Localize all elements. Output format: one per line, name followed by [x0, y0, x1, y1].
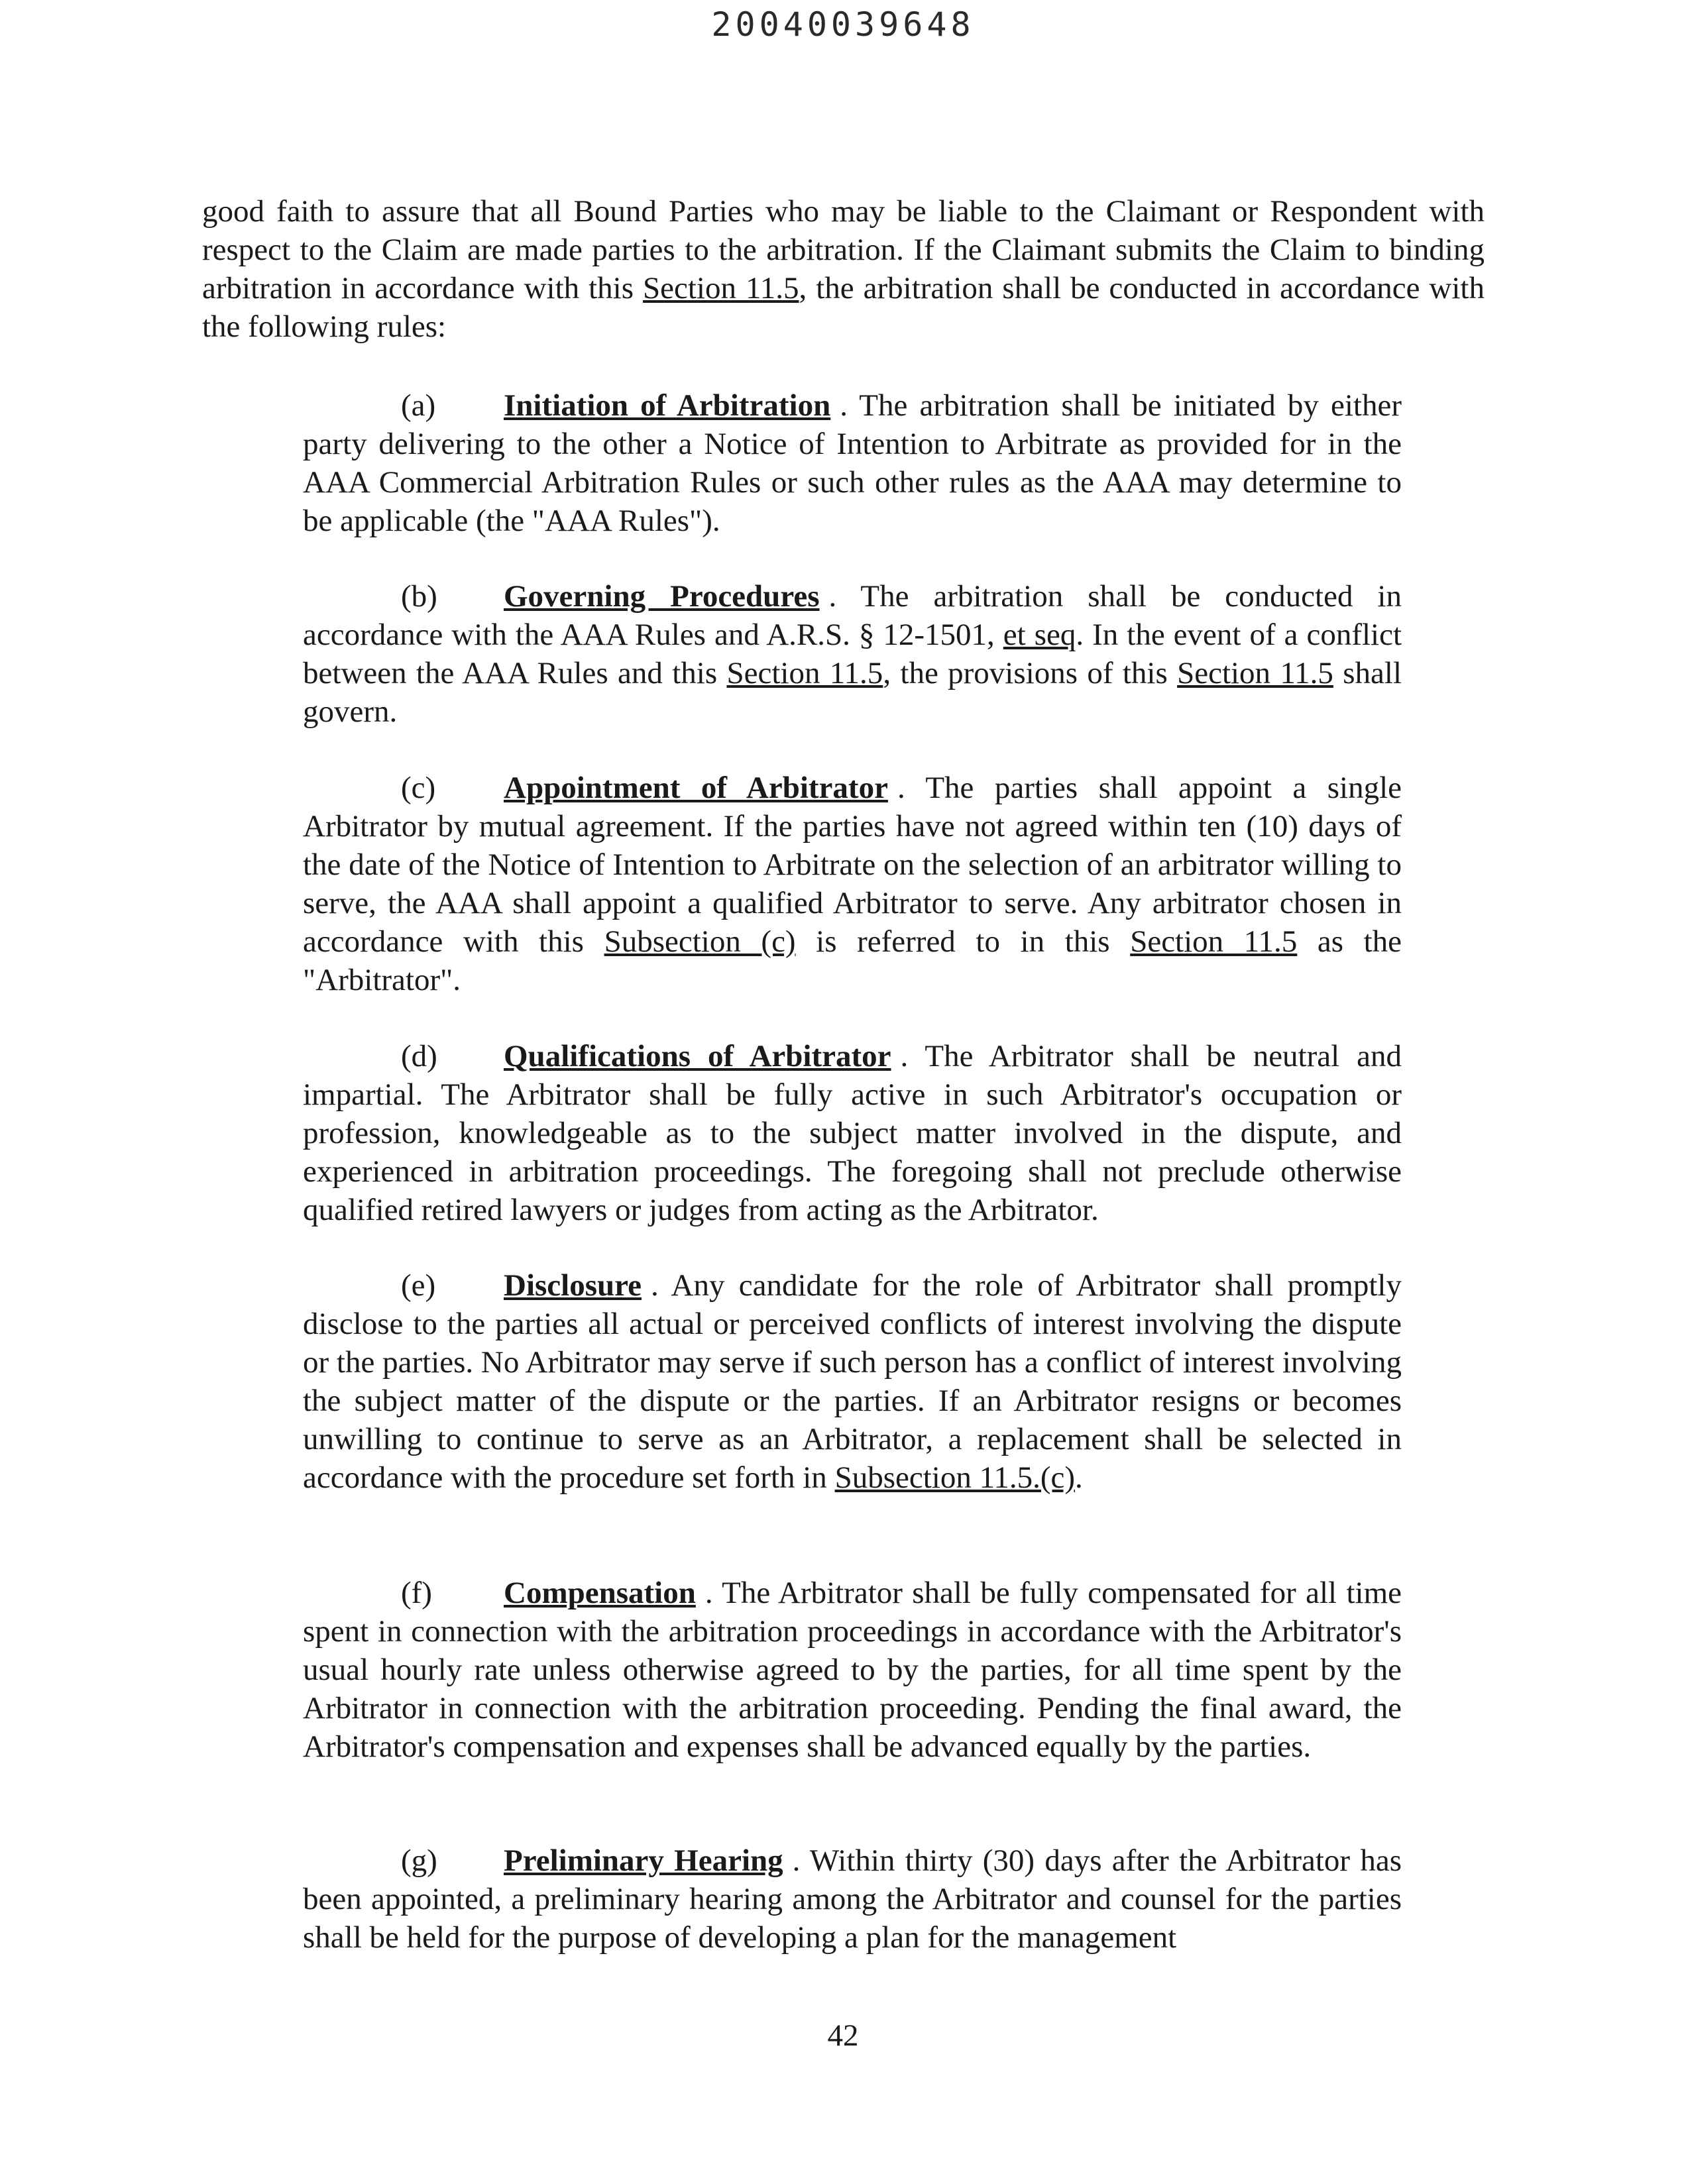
clause-heading: Qualifications of Arbitrator — [504, 1039, 891, 1073]
clause-c — [303, 769, 1402, 999]
clause-text: . The Arbitrator shall be neutral and impartial. The Arbitrator shall be fully active in such Arbitrator's occupation or profession, knowledgeable as to the subject matter involved in the dispute, and experienced in arbitration proceedings. The foregoing shall not preclude otherwise qualified retired lawyers or judges from acting as the Arbitrator. — [303, 1039, 1402, 1227]
clause-heading: Disclosure — [504, 1268, 642, 1303]
clause-text: shall govern. — [303, 656, 1402, 729]
clause-heading: Preliminary Hearing — [504, 1843, 783, 1878]
document-number: 20040039648 — [711, 5, 975, 44]
section-reference: Section 11.5 — [1177, 656, 1333, 690]
clause-label: (a) — [401, 388, 436, 423]
clause-d — [303, 1037, 1402, 1229]
clause-text: . The arbitration shall be initiated by either party delivering to the other a Notice of Intention to Arbitrate as provided for in the AAA Commercial Arbitration Rules or such other rules as the AAA may determine to be applicable (the "AAA Rules"). — [303, 388, 1402, 538]
page-number: 42 — [827, 2018, 859, 2053]
clause-text: . The Arbitrator shall be fully compensated for all time spent in connection with the arbitration proceedings in accordance with the Arbitrator's usual hourly rate unless otherwise agreed to by the parties, for all time spent by the Arbitrator in connection with the arbitration proceeding. Pending the final award, the Arbitrator's compensation and expenses shall be advanced equally by the parties. — [303, 1576, 1402, 1764]
clause-heading: Governing Procedures — [504, 579, 820, 614]
clause-label: (d) — [401, 1039, 437, 1073]
clause-text: . The parties shall appoint a single Arbitrator by mutual agreement. If the parties have not agreed within ten (10) days of the date of the Notice of Intention to Arbitrate on the selection of an arbitrator willing to serve, the AAA shall appoint a qualified Arbitrator to serve. Any arbitrator chosen in accordance with this — [303, 771, 1402, 959]
clause-text: . Within thirty (30) days after the Arbitrator has been appointed, a preliminary hearing among the Arbitrator and counsel for the parties shall be held for the purpose of developing a plan for the management — [303, 1843, 1402, 1955]
clause-text: . Any candidate for the role of Arbitrator shall promptly disclose to the parties all actual or perceived conflicts of interest involving the dispute or the parties. No Arbitrator may serve if such person has a conflict of interest involving the subject matter of the dispute or the parties. If an Arbitrator resigns or becomes unwilling to continue to serve as an Arbitrator, a replacement shall be selected in accordance with the procedure set forth in — [303, 1268, 1402, 1495]
clause-label: (c) — [401, 771, 436, 805]
subsection-reference: Subsection (c) — [604, 924, 796, 959]
clause-text: . The arbitration shall be conducted in accordance with the AAA Rules and A.R.S. § 12-1501, — [303, 579, 1402, 652]
section-reference: Section 11.5 — [1130, 924, 1298, 959]
clause-g — [303, 1841, 1402, 1957]
clause-f — [303, 1574, 1402, 1766]
clause-heading: Compensation — [504, 1576, 696, 1610]
clause-text: , the provisions of this — [883, 656, 1178, 690]
et-seq-reference: et seq — [1003, 618, 1076, 652]
clause-text: is referred to in this — [795, 924, 1131, 959]
intro-text: good faith to assure that all Bound Parties who may be liable to the Claimant or Respondent with respect to the Claim are made parties to the arbitration. If the Claimant submits the Claim to binding arbitration in accordance with this — [202, 194, 1485, 305]
clause-label: (e) — [401, 1268, 436, 1303]
section-reference: Section 11.5 — [643, 271, 799, 305]
clause-text: as the "Arbitrator". — [303, 924, 1402, 997]
clause-text: . In the event of a conflict between the AAA Rules and this — [303, 618, 1402, 690]
clause-a — [303, 386, 1402, 540]
intro-text-end: , the arbitration shall be conducted in accordance with the following rules: — [202, 271, 1485, 344]
clause-heading: Initiation of Arbitration — [504, 388, 831, 423]
clause-text: . — [1075, 1460, 1083, 1495]
section-reference: Section 11.5 — [726, 656, 883, 690]
clause-heading: Appointment of Arbitrator — [504, 771, 888, 805]
clause-label: (f) — [401, 1576, 432, 1610]
clause-label: (b) — [401, 579, 437, 614]
intro-paragraph — [202, 192, 1485, 346]
clause-e — [303, 1266, 1402, 1497]
clause-label: (g) — [401, 1843, 437, 1878]
subsection-reference: Subsection 11.5.(c) — [834, 1460, 1075, 1495]
clause-b — [303, 577, 1402, 731]
